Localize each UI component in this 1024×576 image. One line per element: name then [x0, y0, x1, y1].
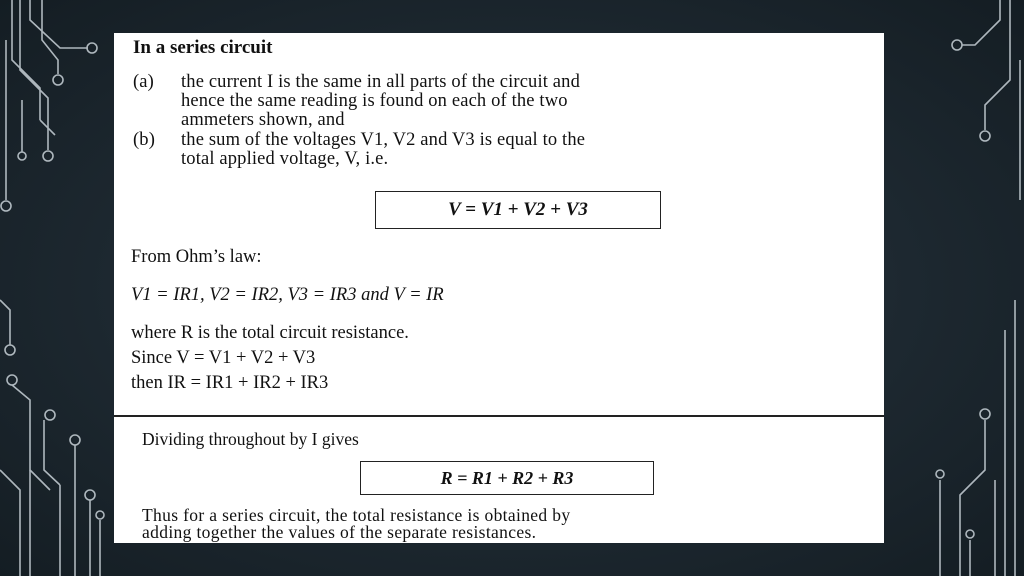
item-a-line1: [133, 73, 580, 92]
item-b-line2: total applied voltage, V, i.e.: [181, 149, 389, 169]
conclusion-line-2: adding together the values of the separate resistances.: [142, 522, 537, 542]
item-b-text-1: the sum of the voltages V1, V2 and V3 is equal to the: [181, 130, 586, 150]
ohm-heading: From Ohm’s law:: [131, 247, 262, 267]
section-title: In a series circuit: [133, 37, 273, 58]
textbook-excerpt: [114, 33, 884, 543]
excerpt-top-section: [114, 33, 884, 415]
excerpt-bottom-section: [114, 415, 884, 545]
item-a-line2: hence the same reading is found on each of the two: [181, 91, 568, 111]
conclusion-line-1: Thus for a series circuit, the total resistance is obtained by: [142, 505, 571, 525]
resistance-sum-equation-box: R = R1 + R2 + R3: [360, 461, 654, 495]
then-line: then IR = IR1 + IR2 + IR3: [131, 373, 329, 393]
ohm-equations: V1 = IR1, V2 = IR2, V3 = IR3 and V = IR: [131, 285, 444, 305]
where-line: where R is the total circuit resistance.: [131, 323, 409, 343]
item-a-line3: ammeters shown, and: [181, 110, 345, 130]
item-b-line1: [133, 131, 585, 150]
voltage-sum-equation-box: V = V1 + V2 + V3: [375, 191, 661, 229]
since-line: Since V = V1 + V2 + V3: [131, 348, 316, 368]
item-a-label: (a): [133, 72, 154, 92]
item-a-text-1: the current I is the same in all parts of the circuit and: [181, 72, 580, 92]
item-b-label: (b): [133, 130, 156, 150]
dividing-line: Dividing throughout by I gives: [142, 429, 359, 449]
